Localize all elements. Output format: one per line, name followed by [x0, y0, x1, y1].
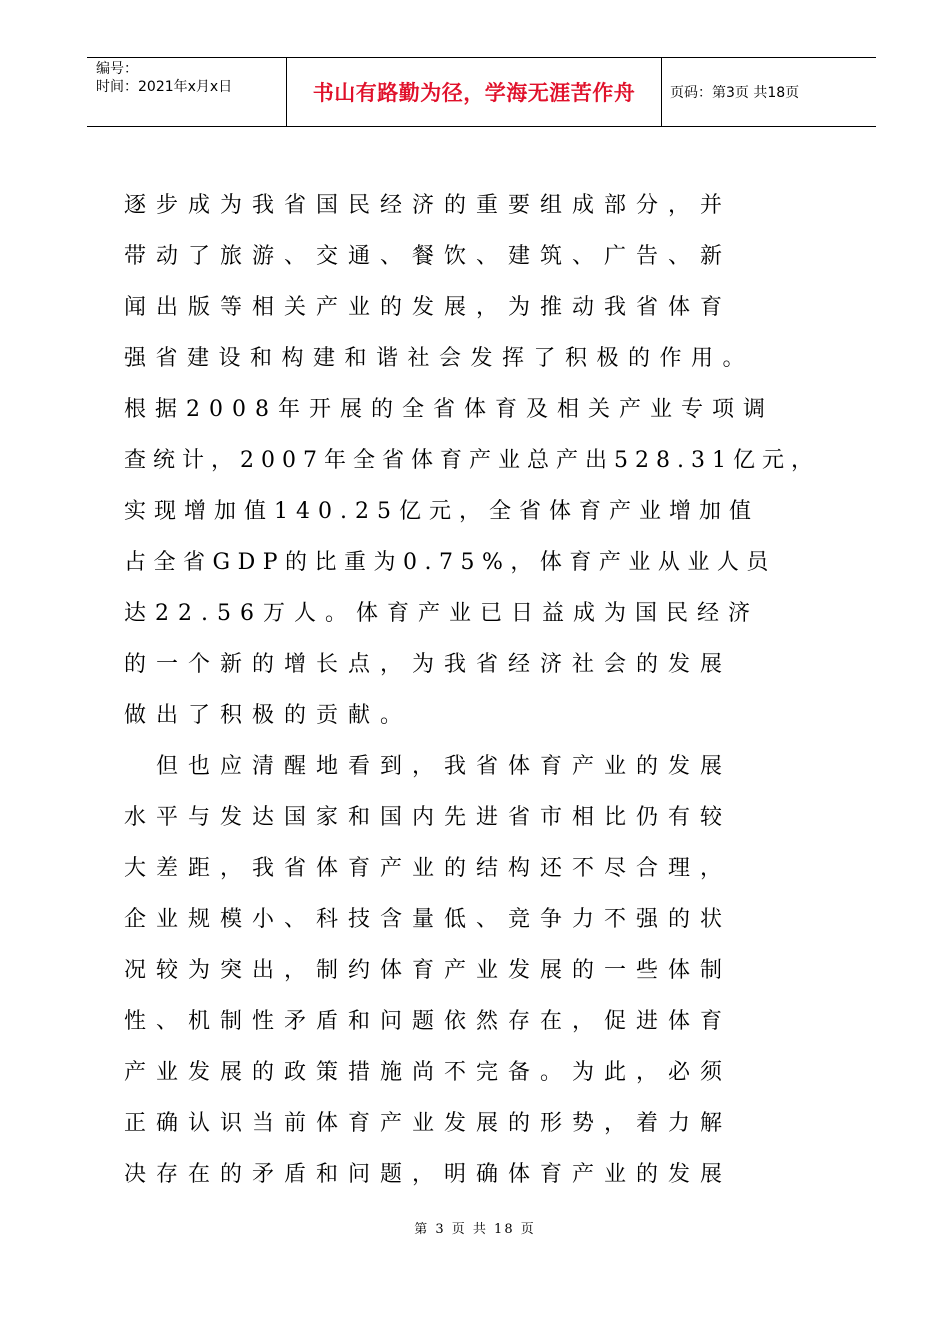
body-line: 占全省GDP的比重为0.75%，体育产业从业人员 [124, 550, 776, 575]
header-page-info: 页码：第3页 共18页 [670, 85, 800, 101]
page-header [87, 57, 876, 127]
body-line: 查统计，2007年全省体育产业总产出528.31亿元， [124, 448, 820, 473]
body-line: 强省建设和构建和谐社会发挥了积极的作用。 [124, 346, 755, 371]
body-line: 根据2008年开展的全省体育及相关产业专项调 [124, 397, 774, 422]
body-line: 正确认识当前体育产业发展的形势，着力解 [124, 1111, 733, 1136]
body-line: 实现增加值140.25亿元，全省体育产业增加值 [124, 499, 759, 524]
body-line: 水平与发达国家和国内先进省市相比仍有较 [124, 805, 733, 830]
document-number-label: 编号： [96, 61, 138, 77]
header-meta [87, 58, 287, 126]
body-line: 产业发展的政策措施尚不完备。为此，必须 [124, 1060, 733, 1085]
body-line: 逐步成为我省国民经济的重要组成部分，并 [124, 193, 733, 218]
body-line: 企业规模小、科技含量低、竞争力不强的状 [124, 907, 733, 932]
body-line: 达22.56万人。体育产业已日益成为国民经济 [124, 601, 759, 626]
document-time-label: 时间：2021年x月x日 [96, 79, 233, 95]
header-motto: 书山有路勤为径，学海无涯苦作舟 [287, 58, 662, 126]
body-line: 况较为突出，制约体育产业发展的一些体制 [124, 958, 733, 983]
body-line: 闻出版等相关产业的发展，为推动我省体育 [124, 295, 733, 320]
body-line: 大差距，我省体育产业的结构还不尽合理， [124, 856, 733, 881]
body-line: 决存在的矛盾和问题，明确体育产业的发展 [124, 1162, 733, 1187]
body-line: 带动了旅游、交通、餐饮、建筑、广告、新 [124, 244, 733, 269]
page-footer: 第 3 页 共 18 页 [414, 1222, 536, 1237]
body-line: 做出了积极的贡献。 [124, 703, 413, 728]
body-line: 性、机制性矛盾和问题依然存在，促进体育 [124, 1009, 733, 1034]
document-body [124, 180, 844, 1200]
body-line: 但也应清醒地看到，我省体育产业的发展 [124, 754, 733, 779]
body-line: 的一个新的增长点，为我省经济社会的发展 [124, 652, 733, 677]
